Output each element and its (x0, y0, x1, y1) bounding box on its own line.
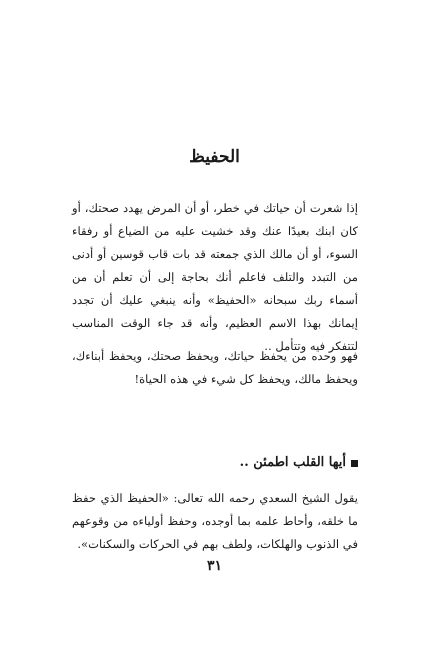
intro-paragraph: إذا شعرت أن حياتك في خطر، أو أن المرض يهدد صحتك، أو كان ابنك بعيدًا عنك وقد خشيت عليه من الضياع أو رفقاء السوء، أو أن مالك الذي جمعته قد بات قاب قوسين أو أدنى من التبدد والتلف فاعلم أنك بحاجة إلى أن تعلم أن من أسماء ربك سبحانه «الحفيظ» وأنه ينبغي عليك أن تجدد إيمانك بهذا الاسم العظيم، وأنه قد جاء الوقت المناسب لتتفكر فيه وتتأمل .. (72, 201, 358, 353)
page-number: ٣١ (206, 558, 223, 574)
second-paragraph: فهو وحده من يحفظ حياتك، ويحفظ صحتك، ويحفظ أبناءك، ويحفظ مالك، ويحفظ كل شيء في هذه الحياة! (72, 349, 358, 386)
square-bullet-icon (351, 460, 358, 467)
section-heading-text: أيها القلب اطمئن .. (239, 455, 346, 470)
quote-paragraph: يقول الشيخ السعدي رحمه الله تعالى: «الحفيظ الذي حفظ ما خلقه، وأحاط علمه بما أوجده، وحفظ أولياءه من وقوعهم في الذنوب والهلكات، ولطف بهم في الحركات والسكنات». (72, 491, 358, 551)
section-heading (240, 453, 358, 473)
chapter-title: الحفيظ (189, 147, 240, 167)
